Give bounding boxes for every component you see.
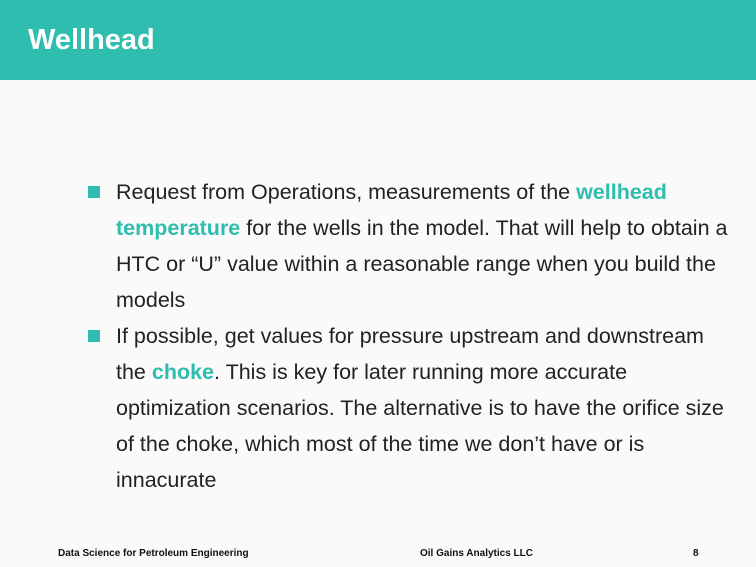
title-bar xyxy=(0,0,756,80)
highlight-wellhead-temperature: wellhead temperature xyxy=(116,180,667,240)
highlight-choke: choke xyxy=(151,360,215,384)
bullet-text: . This is key for later running more accurate optimization scenarios. The alternative is to have the orifice size of the choke, which most of the time we don’t have or is innacurate xyxy=(116,360,724,492)
square-bullet-icon xyxy=(88,186,100,198)
slide-title: Wellhead xyxy=(28,24,155,56)
footer-company: Oil Gains Analytics LLC xyxy=(420,548,533,559)
bullet-text: for the wells in the model. That will help to obtain a HTC or “U” value within a reasonable range when you build the models xyxy=(116,216,728,312)
footer xyxy=(0,548,756,562)
bullet-list xyxy=(88,174,728,498)
bullet-text: Request from Operations, measurements of the xyxy=(116,180,577,204)
square-bullet-icon xyxy=(88,330,100,342)
bullet-item xyxy=(88,318,728,498)
footer-course-title: Data Science for Petroleum Engineering xyxy=(58,548,249,559)
bullet-text: If possible, get values for pressure upstream and downstream the xyxy=(116,324,704,384)
bullet-item xyxy=(88,174,728,318)
page-number: 8 xyxy=(693,548,699,559)
